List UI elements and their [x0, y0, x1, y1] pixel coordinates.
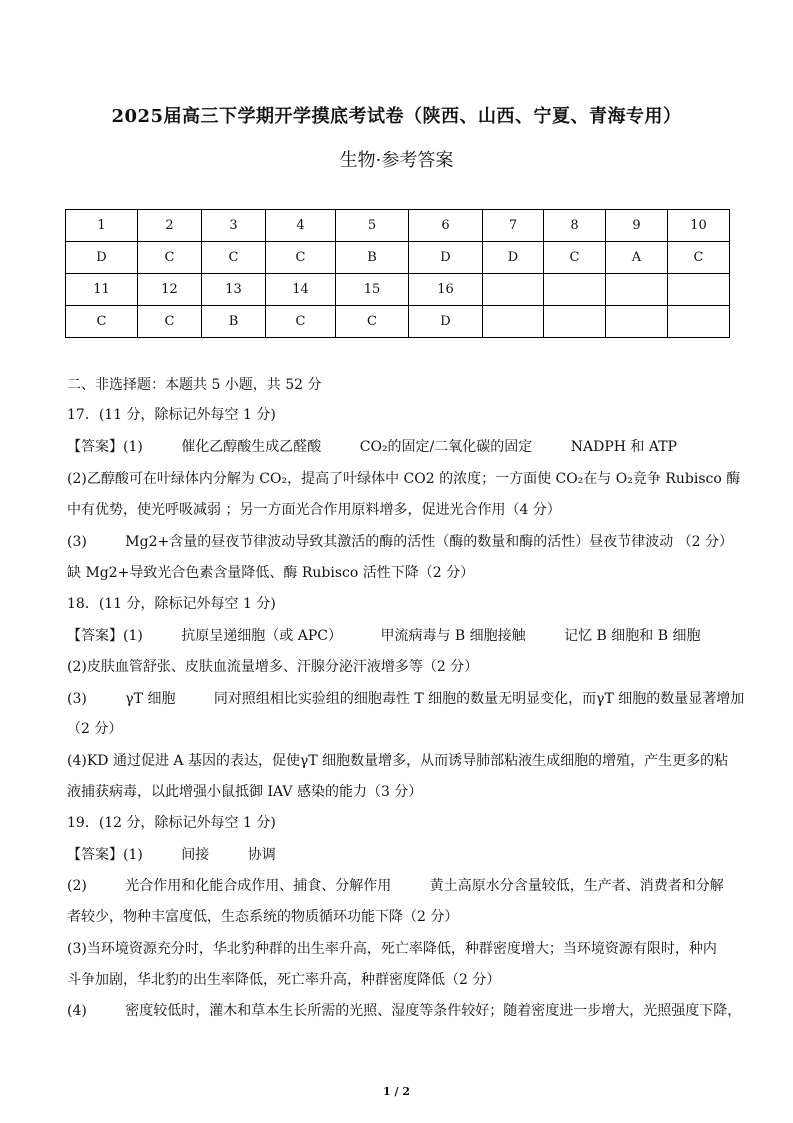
q18-line-3	[67, 689, 745, 709]
answer-label: 【答案】(1)	[67, 628, 143, 644]
answer-cell: C	[668, 242, 730, 274]
question-number-cell: 6	[409, 210, 483, 242]
answer-cell	[668, 306, 730, 338]
q19-line-2	[67, 876, 729, 896]
answer-cell	[483, 306, 544, 338]
q18-line-2: (2)皮肤血管舒张、皮肤血流量增多、汗腺分泌汗液增多等（2 分）	[67, 659, 479, 675]
question-number-cell: 13	[202, 274, 266, 306]
question-number-cell: 8	[544, 210, 606, 242]
question-number-cell: 12	[138, 274, 202, 306]
answer-cell: D	[483, 242, 544, 274]
q17-answer-1c: NADPH 和 ATP	[570, 439, 677, 455]
answer-cell	[544, 306, 606, 338]
q19-header: 19．(12 分，除标记外每空 1 分)	[67, 815, 276, 831]
q18-answer-1c: 记忆 B 细胞和 B 细胞	[564, 628, 701, 644]
answer-cell	[606, 306, 668, 338]
q18-line-1	[67, 626, 729, 646]
answer-cell: C	[202, 242, 266, 274]
page-subtitle: 生物·参考答案	[339, 150, 454, 171]
question-number-cell: 10	[668, 210, 730, 242]
question-number-cell	[668, 274, 730, 306]
q17-part-3-label: (3)	[67, 534, 87, 550]
q17-line-2: (2)乙醇酸可在叶绿体内分解为 CO₂，提高了叶绿体中 CO2 的浓度；一方面使 CO₂在与 O₂竞争 Rubisco 酶	[67, 471, 741, 487]
q18-line-4: （2 分）	[67, 721, 123, 737]
q19-line-4: (3)当环境资源充分时，华北豹种群的出生率升高，死亡率降低，种群密度增大；当环境资源有限时，种内	[67, 941, 717, 957]
q17-answer-1b: CO₂的固定/二氧化碳的固定	[359, 439, 533, 455]
q18-header: 18．(11 分，除标记外每空 1 分)	[67, 596, 276, 612]
q19-answer-1a: 间接	[181, 847, 210, 863]
question-number-cell: 5	[336, 210, 409, 242]
q19-answer-1b: 协调	[247, 847, 276, 863]
q17-line-3: 中有优势，使光呼吸减弱 ；另一方面光合作用原料增多，促进光合作用（4 分）	[67, 502, 561, 518]
q18-answer-3a: γT 细胞	[125, 691, 176, 707]
answer-cell: C	[138, 242, 202, 274]
question-number-cell: 11	[66, 274, 138, 306]
q18-answer-1b: 甲流病毒与 B 细胞接触	[380, 628, 526, 644]
q17-header: 17．(11 分，除标记外每空 1 分)	[67, 407, 276, 423]
q18-line-5: (4)KD 通过促进 A 基因的表达，促使γT 细胞数量增多，从而诱导肺部粘液生成细胞的增殖，产生更多的粘	[67, 753, 729, 769]
answer-cell: C	[336, 306, 409, 338]
q19-part-4-label: (4)	[67, 1003, 87, 1019]
answer-cell: B	[336, 242, 409, 274]
question-number-cell: 4	[266, 210, 336, 242]
answer-cell: A	[606, 242, 668, 274]
q17-answer-1a: 催化乙醇酸生成乙醛酸	[181, 439, 322, 455]
q17-line-4	[67, 532, 734, 552]
q17-answer-3: Mg2+含量的昼夜节律波动导致其激活的酶的活性（酶的数量和酶的活性）昼夜节律波动 （2 分）	[125, 534, 734, 550]
answer-cell: C	[66, 306, 138, 338]
q19-line-1	[67, 845, 729, 865]
question-number-cell	[606, 274, 668, 306]
answer-label: 【答案】(1)	[67, 439, 143, 455]
answer-cell: C	[266, 242, 336, 274]
question-number-cell: 9	[606, 210, 668, 242]
answer-label: 【答案】(1)	[67, 847, 143, 863]
q19-line-6	[67, 1001, 742, 1021]
answer-cell: B	[202, 306, 266, 338]
answer-cell: C	[266, 306, 336, 338]
q18-part-3-label: (3)	[67, 691, 87, 707]
answer-cell: D	[409, 242, 483, 274]
q19-line-3: 者较少，物种丰富度低，生态系统的物质循环功能下降（2 分）	[67, 909, 459, 925]
q19-answer-2b: 黄土高原水分含量较低，生产者、消费者和分解	[429, 878, 724, 894]
answer-table	[65, 209, 730, 338]
question-number-cell: 15	[336, 274, 409, 306]
question-number-cell: 3	[202, 210, 266, 242]
question-number-cell	[483, 274, 544, 306]
q19-answer-4: 密度较低时，灌木和草本生长所需的光照、湿度等条件较好；随着密度进一步增大，光照强度下降，	[125, 1003, 742, 1019]
question-number-cell: 16	[409, 274, 483, 306]
q18-line-6: 液捕获病毒，以此增强小鼠抵御 IAV 感染的能力（3 分）	[67, 784, 423, 800]
table-row	[66, 210, 730, 242]
q18-answer-1a: 抗原呈递细胞（或 APC）	[181, 628, 342, 644]
q19-answer-2a: 光合作用和化能合成作用、捕食、分解作用	[125, 878, 392, 894]
question-number-cell: 14	[266, 274, 336, 306]
answer-cell: D	[66, 242, 138, 274]
table-row	[66, 242, 730, 274]
page-title: 2025届高三下学期开学摸底考试卷（陕西、山西、宁夏、青海专用）	[111, 106, 682, 127]
q17-line-5: 缺 Mg2+导致光合色素含量降低、酶 Rubisco 活性下降（2 分）	[67, 565, 475, 581]
q17-line-1	[67, 437, 729, 457]
question-number-cell: 7	[483, 210, 544, 242]
answer-cell: C	[138, 306, 202, 338]
answer-cell: D	[409, 306, 483, 338]
question-number-cell: 2	[138, 210, 202, 242]
section-heading: 二、非选择题：本题共 5 小题，共 52 分	[67, 377, 322, 393]
question-number-cell: 1	[66, 210, 138, 242]
q18-answer-3b: 同对照组相比实验组的细胞毒性 T 细胞的数量无明显变化，而γT 细胞的数量显著增加	[213, 691, 745, 707]
q19-line-5: 斗争加剧，华北豹的出生率降低，死亡率升高，种群密度降低（2 分）	[67, 972, 501, 988]
question-number-cell	[544, 274, 606, 306]
table-row	[66, 306, 730, 338]
q19-part-2-label: (2)	[67, 878, 87, 894]
page-number: 1 / 2	[383, 1085, 410, 1098]
answer-cell: C	[544, 242, 606, 274]
table-row	[66, 274, 730, 306]
